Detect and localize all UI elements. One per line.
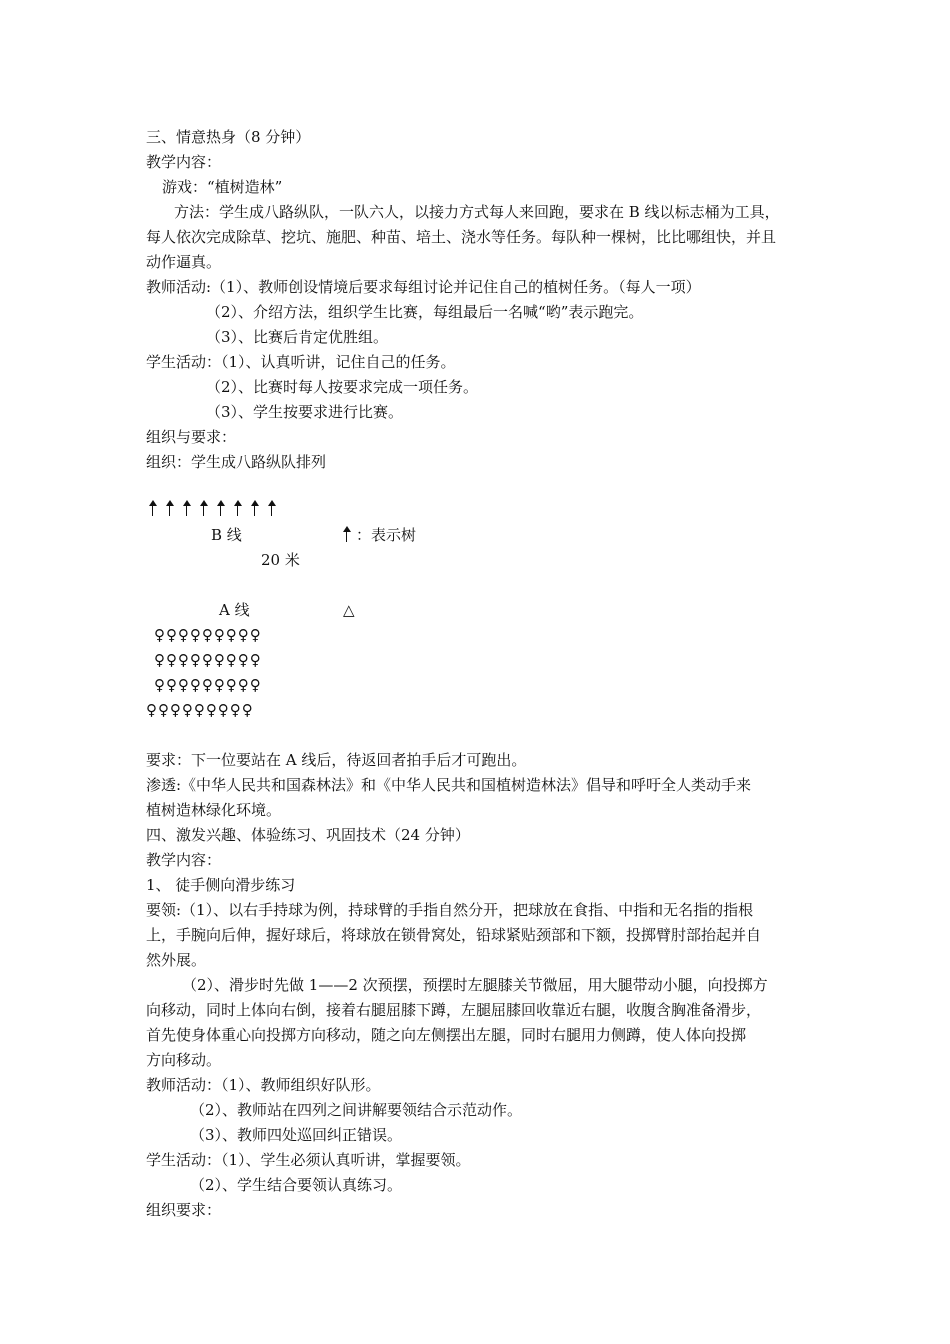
student-activity-b1: 学生活动：（1）、学生必须认真听讲，掌握要领。 [146,1151,471,1169]
infiltration-line-1: 渗透:《中华人民共和国森林法》和《中华人民共和国植树造林法》倡导和呼吁全人类动手来 [146,776,752,794]
teacher-activity-b3: （3）、教师四处巡回纠正错误。 [190,1126,403,1144]
b-line-label: B 线 [211,526,242,544]
section-heading-3: 三、情意热身（8 分钟） [146,128,311,146]
student-activity-2: （2）、比赛时每人按要求完成一项任务。 [206,378,479,396]
student-row-1: ♀♀♀♀♀♀♀♀♀ [154,626,262,644]
a-line-label: A 线 [219,601,250,619]
student-row-3: ♀♀♀♀♀♀♀♀♀ [154,676,262,694]
teacher-activity-b1: 教师活动：（1）、教师组织好队形。 [146,1076,381,1094]
teacher-activity-3: （3）、比赛后肯定优胜组。 [206,328,389,346]
tree-icon [254,502,255,516]
teacher-activity-b2: （2）、教师站在四列之间讲解要领结合示范动作。 [190,1101,523,1119]
organization-requirement-label: 组织要求： [146,1201,222,1219]
method-line-2: 每人依次完成除草、挖坑、施肥、种苗、培土、浇水等任务。每队种一棵树，比比哪组快，并且 [146,228,777,246]
tree-icon [169,502,170,516]
essentials-line-1: 要领:（1）、以右手持球为例，持球臂的手指自然分开，把球放在食指、中指和无名指的指根 [146,901,754,919]
student-activity-b2: （2）、学生结合要领认真练习。 [190,1176,403,1194]
exercise-title: 1、 徒手侧向滑步练习 [146,876,296,894]
legend-text: ：表示树 [356,526,417,544]
infiltration-line-2: 植树造林绿化环境。 [146,801,282,819]
legend-tree-icon [346,528,347,542]
essentials-line-7: 方向移动。 [146,1051,222,1069]
section-heading-4: 四、激发兴趣、体验练习、巩固技术（24 分钟） [146,826,470,844]
tree-icon [203,502,204,516]
student-row-4: ♀♀♀♀♀♀♀♀♀ [146,701,254,719]
tree-icon [220,502,221,516]
game-title: 游戏：“植树造林” [162,178,283,196]
tree-row [146,500,286,522]
student-row-2: ♀♀♀♀♀♀♀♀♀ [154,651,262,669]
method-line-3: 动作逼真。 [146,253,222,271]
student-activity-1: 学生活动：（1）、认真听讲，记住自己的任务。 [146,353,456,371]
essentials-line-5: 向移动，同时上体向右倒，接着右腿屈膝下蹲，左腿屈膝回收靠近右腿，收腹含胸准备滑步， [146,1001,762,1019]
method-line-1: 方法：学生成八路纵队，一队六人，以接力方式每人来回跑，要求在 B 线以标志桶为工具， [174,203,780,221]
teaching-content-label-2: 教学内容： [146,851,222,869]
tree-icon [237,502,238,516]
essentials-line-6: 首先使身体重心向投掷方向移动，随之向左侧摆出左腿，同时右腿用力侧蹲，使人体向投掷 [146,1026,747,1044]
tree-icon [271,502,272,516]
teacher-triangle: △ [343,601,355,619]
teacher-activity-1: 教师活动:（1）、教师创设情境后要求每组讨论并记住自己的植树任务。（每人一项） [146,278,701,296]
essentials-line-2: 上，手腕向后伸，握好球后，将球放在锁骨窝处，铅球紧贴颈部和下额，投掷臂肘部抬起并自 [146,926,762,944]
tree-icon [152,502,153,516]
essentials-line-3: 然外展。 [146,951,207,969]
organization-label: 组织与要求： [146,428,237,446]
tree-icon [186,502,187,516]
distance-label: 20 米 [261,551,300,569]
essentials-line-4: （2）、滑步时先做 1——2 次预摆，预摆时左腿膝关节微屈，用大腿带动小腿，向投掷方 [182,976,768,994]
student-activity-3: （3）、学生按要求进行比赛。 [206,403,404,421]
teaching-content-label: 教学内容： [146,153,222,171]
organization-text: 组织：学生成八路纵队排列 [146,453,327,471]
requirement-text: 要求：下一位要站在 A 线后，待返回者拍手后才可跑出。 [146,751,527,769]
teacher-activity-2: （2）、介绍方法，组织学生比赛，每组最后一名喊“哟”表示跑完。 [206,303,644,321]
